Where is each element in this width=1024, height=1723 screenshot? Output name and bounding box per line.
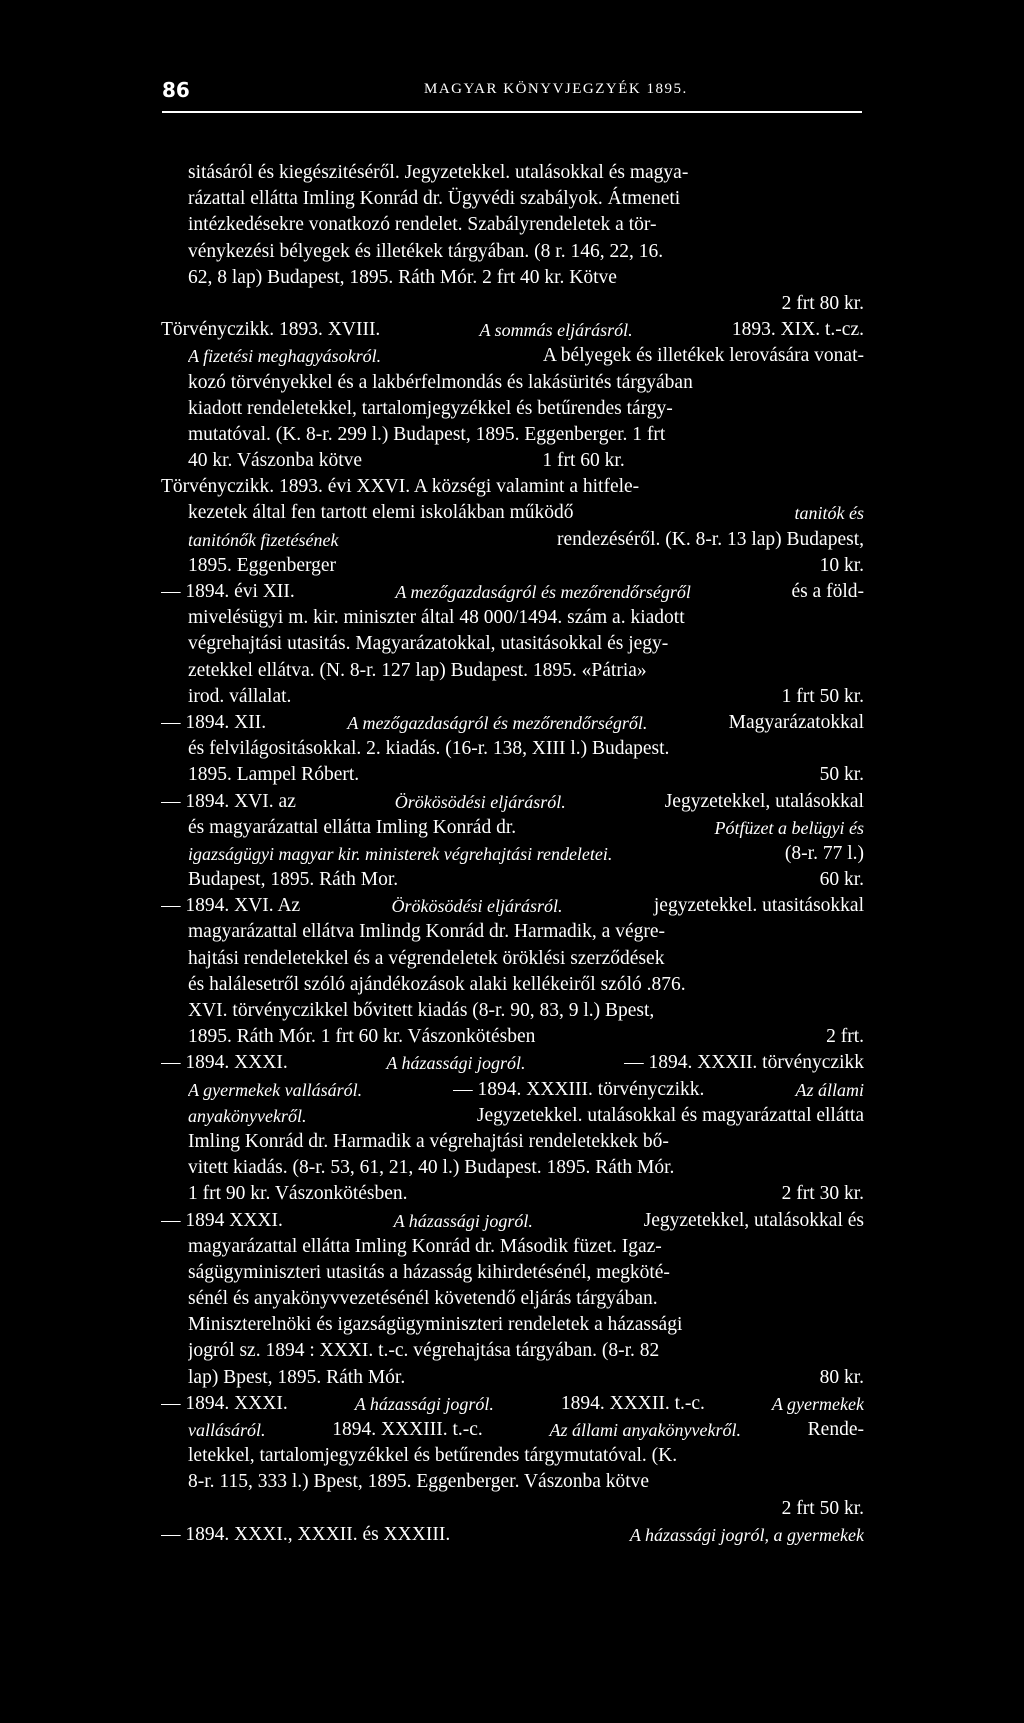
line-text: — 1894. XXXI. [161,1052,293,1074]
line-text: jegyzetekkel. utasitásokkal [649,895,864,917]
text-line [188,1024,864,1050]
line-text: ságügyminiszteri utasitás a házasság kihirdetésénél, megköté- [188,1261,670,1283]
line-text: 2 frt 80 kr. [781,292,864,314]
text-line [188,1469,864,1495]
italic-title-text: A gyermekek vallásáról. [188,1079,363,1100]
text-line [161,1050,864,1076]
line-text: mutatóval. (K. 8-r. 299 l.) Budapest, 1895. Eggenberger. 1 frt [188,423,666,445]
line-text: 1 frt 90 kr. Vászonkötésben. [188,1183,408,1205]
line-text: 1 frt 50 kr. [781,685,864,707]
line-text: rendezéséről. (K. 8-r. 13 lap) Budapest, [552,528,864,550]
line-text: és magyarázattal ellátta Imling Konrád dr. [188,816,521,838]
line-text: 1894. XXXII. t.-c. [555,1392,710,1414]
line-text: XVI. törvényczikkel bővitett kiadás (8-r. 90, 83, 9 l.) Bpest, [188,1000,655,1021]
text-line [188,1443,864,1469]
text-line [188,815,864,841]
line-text: — 1894. XXXI., XXXII. és XXXIII. [161,1523,456,1545]
text-line [188,212,864,238]
line-text: Miniszterelnöki és igazságügyminiszteri rendeletek a házassági [188,1314,683,1336]
line-text: 2 frt 30 kr. [781,1183,864,1205]
italic-title-text: tanitók és [794,503,864,524]
italic-title-text: Az állami [795,1079,864,1100]
line-text: — 1894. XXXII. törvényczikk [619,1052,864,1074]
text-line [188,841,864,867]
text-line [188,762,864,788]
line-text: 1895. Ráth Mór. 1 frt 60 kr. Vászonkötésben [188,1026,536,1048]
line-text: kezetek által fen tartott elemi iskolákban működő [188,502,579,524]
text-line [188,1234,864,1260]
text-line [188,448,864,474]
line-text: 1895. Eggenberger [188,554,337,576]
italic-title-text: A fizetési meghagyásokról. [188,346,382,367]
line-text: vénykezési bélyegek és illetékek tárgyában. (8 r. 146, 22, 16. [188,240,664,262]
text-line [188,658,864,684]
italic-title-text: A sommás eljárásról. [479,320,633,341]
line-text: Jegyzetekkel, utalásokkal és [638,1209,864,1231]
text-line [161,789,864,815]
italic-title-text: Az állami anyakönyvekről. [549,1420,741,1440]
italic-title-text: A házassági jogról. [386,1053,526,1074]
line-text: 10 kr. [819,554,864,576]
text-line [188,1155,864,1181]
line-text: — 1894. XII. [161,711,271,733]
line-text: irod. vállalat. [188,685,292,707]
text-line [188,1129,864,1155]
text-line [161,893,864,919]
line-text: Törvényczikk. 1893. XVIII. [161,319,386,341]
text-line [188,1417,864,1443]
text-line [161,1522,864,1548]
text-line [188,160,864,186]
line-text: sitásáról és kiegészitéséről. Jegyzetekkel. utalásokkal és magya- [188,162,689,183]
line-text: 8-r. 115, 333 l.) Bpest, 1895. Eggenberger. Vászonba kötve [188,1471,650,1493]
text-line [188,1338,864,1364]
line-text: jogról sz. 1894 : XXXI. t.-c. végrehajtása tárgyában. (8-r. 82 [188,1340,660,1362]
text-line [161,579,864,605]
text-line [188,919,864,945]
text-line [188,396,864,422]
line-text: A bélyegek és illetékek lerovására vonat- [539,345,864,367]
text-line [188,1260,864,1286]
text-line [188,422,864,448]
text-line [188,239,864,265]
italic-title-text: tanitónők fizetésének [188,529,339,550]
line-text: rázattal ellátta Imling Konrád dr. Ügyvédi szabályok. Átmeneti [188,188,681,210]
line-text: — 1894 XXXI. [161,1209,288,1231]
italic-title-text: Pótfüzet a belügyi és [714,817,864,838]
line-text: Magyarázatokkal [723,711,864,733]
text-line [188,998,864,1024]
line-text: — 1894. XVI. Az [161,895,306,917]
italic-title-text: A házassági jogról. [354,1393,494,1414]
line-text: 1893. XIX. t.-cz. [726,319,864,341]
italic-title-text: A gyermekek [771,1393,864,1414]
text-line [188,605,864,631]
line-text: kiadott rendeletekkel, tartalomjegyzékkel és betűrendes tárgy- [188,397,673,419]
header-rule [162,111,862,113]
line-text: végrehajtási utasitás. Magyarázatokkal, utasitásokkal és jegy- [188,633,669,655]
line-text: Rende- [802,1419,864,1440]
line-text: Budapest, 1895. Ráth Mor. [188,869,399,891]
line-text: 80 kr. [819,1366,864,1388]
line-text: — 1894. évi XII. [161,581,300,602]
line-text: intézkedésekre vonatkozó rendelet. Szabályrendeletek a tör- [188,214,657,236]
line-text: 40 kr. Vászonba kötve 1 frt 60 kr. [188,450,625,472]
line-text: — 1894. XXXIII. törvényczikk. [448,1078,710,1100]
text-line [188,500,864,526]
line-text: és a föld- [786,581,864,602]
text-line [188,736,864,762]
text-line [188,946,864,972]
line-text: kozó törvényekkel és a lakbérfelmondás és lakásürités tárgyában [188,371,693,393]
text-line [188,291,864,317]
italic-title-text: A mezőgazdaságról és mezőrendőrségről [395,582,691,602]
line-text: mivelésügyi m. kir. miniszter által 48 000/1494. szám a. kiadott [188,607,685,629]
line-text: 2 frt. [826,1026,864,1048]
text-line [188,343,864,369]
page-header [162,78,862,108]
line-text: magyarázattal ellátva Imlindg Konrád dr. Harmadik, a végre- [188,921,666,943]
line-text: Imling Konrád dr. Harmadik a végrehajtási rendeletekkek bő- [188,1130,669,1152]
line-text: (8-r. 77 l.) [780,842,864,864]
running-title: MAGYAR KÖNYVJEGZYÉK 1895. [424,81,688,97]
line-text: és halálesetről szóló ajándékozások alaki kellékeiről szóló .876. [188,973,686,995]
text-line [188,186,864,212]
line-text: 60 kr. [819,869,864,891]
text-line [188,265,864,291]
line-text: 1894. XXXIII. t.-c. [327,1419,488,1440]
text-line [161,1391,864,1417]
line-text: 2 frt 50 kr. [781,1497,864,1519]
italic-title-text: Örökösödési eljárásról. [391,896,563,917]
line-text: Jegyzetekkel, utalásokkal [659,790,864,812]
line-text: és felvilágositásokkal. 2. kiadás. (16-r. 138, XIII l.) Budapest. [188,738,670,760]
text-line [188,1496,864,1522]
line-text: zetekkel ellátva. (N. 8-r. 127 lap) Budapest. 1895. «Pátria» [188,659,647,681]
italic-title-text: vallásáról. [188,1420,266,1440]
line-text: Jegyzetekkel. utalásokkal és magyarázattal ellátta [472,1104,864,1126]
line-text: sénél és anyakönyvvezetésénél követendő eljárás tárgyában. [188,1288,658,1310]
text-line [188,972,864,998]
bibliography-text [161,160,864,1548]
line-text: hajtási rendeletekkel és a végrendeletek öröklési szerződések [188,947,665,969]
page-number: 86 [162,78,190,102]
text-line [188,631,864,657]
italic-title-text: A mezőgazdaságról és mezőrendőrségről. [347,712,648,733]
text-line [188,867,864,893]
text-line [188,370,864,396]
line-text: lap) Bpest, 1895. Ráth Mór. [188,1366,406,1388]
line-text: Törvényczikk. 1893. évi XXVI. A községi valamint a hitfele- [161,476,640,498]
text-line [161,317,864,343]
text-line [161,710,864,736]
italic-title-text: anyakönyvekről. [188,1105,307,1126]
text-line [161,474,864,500]
text-line [188,1312,864,1338]
line-text: 62, 8 lap) Budapest, 1895. Ráth Mór. 2 frt 40 kr. Kötve [188,266,617,288]
line-text: letekkel, tartalomjegyzékkel és betűrendes tárgymutatóval. (K. [188,1445,678,1467]
text-line [161,1208,864,1234]
italic-title-text: A házassági jogról. [393,1210,533,1231]
line-text: vitett kiadás. (8-r. 53, 61, 21, 40 l.) Budapest. 1895. Ráth Mór. [188,1157,675,1179]
text-line [188,1103,864,1129]
line-text: 1895. Lampel Róbert. [188,764,360,786]
text-line [188,527,864,553]
text-line [188,1286,864,1312]
italic-title-text: A házassági jogról, a gyermekek [629,1524,864,1545]
line-text: — 1894. XVI. az [161,790,301,812]
line-text: magyarázattal ellátta Imling Konrád dr. Második füzet. Igaz- [188,1235,662,1257]
text-line [188,1077,864,1103]
text-line [188,553,864,579]
line-text: — 1894. XXXI. [161,1392,293,1414]
italic-title-text: igazságügyi magyar kir. ministerek végrehajtási rendeletei. [188,843,613,864]
italic-title-text: Örökösödési eljárásról. [394,791,566,812]
text-line [188,1181,864,1207]
text-line [188,684,864,710]
line-text: 50 kr. [819,764,864,786]
text-line [188,1365,864,1391]
